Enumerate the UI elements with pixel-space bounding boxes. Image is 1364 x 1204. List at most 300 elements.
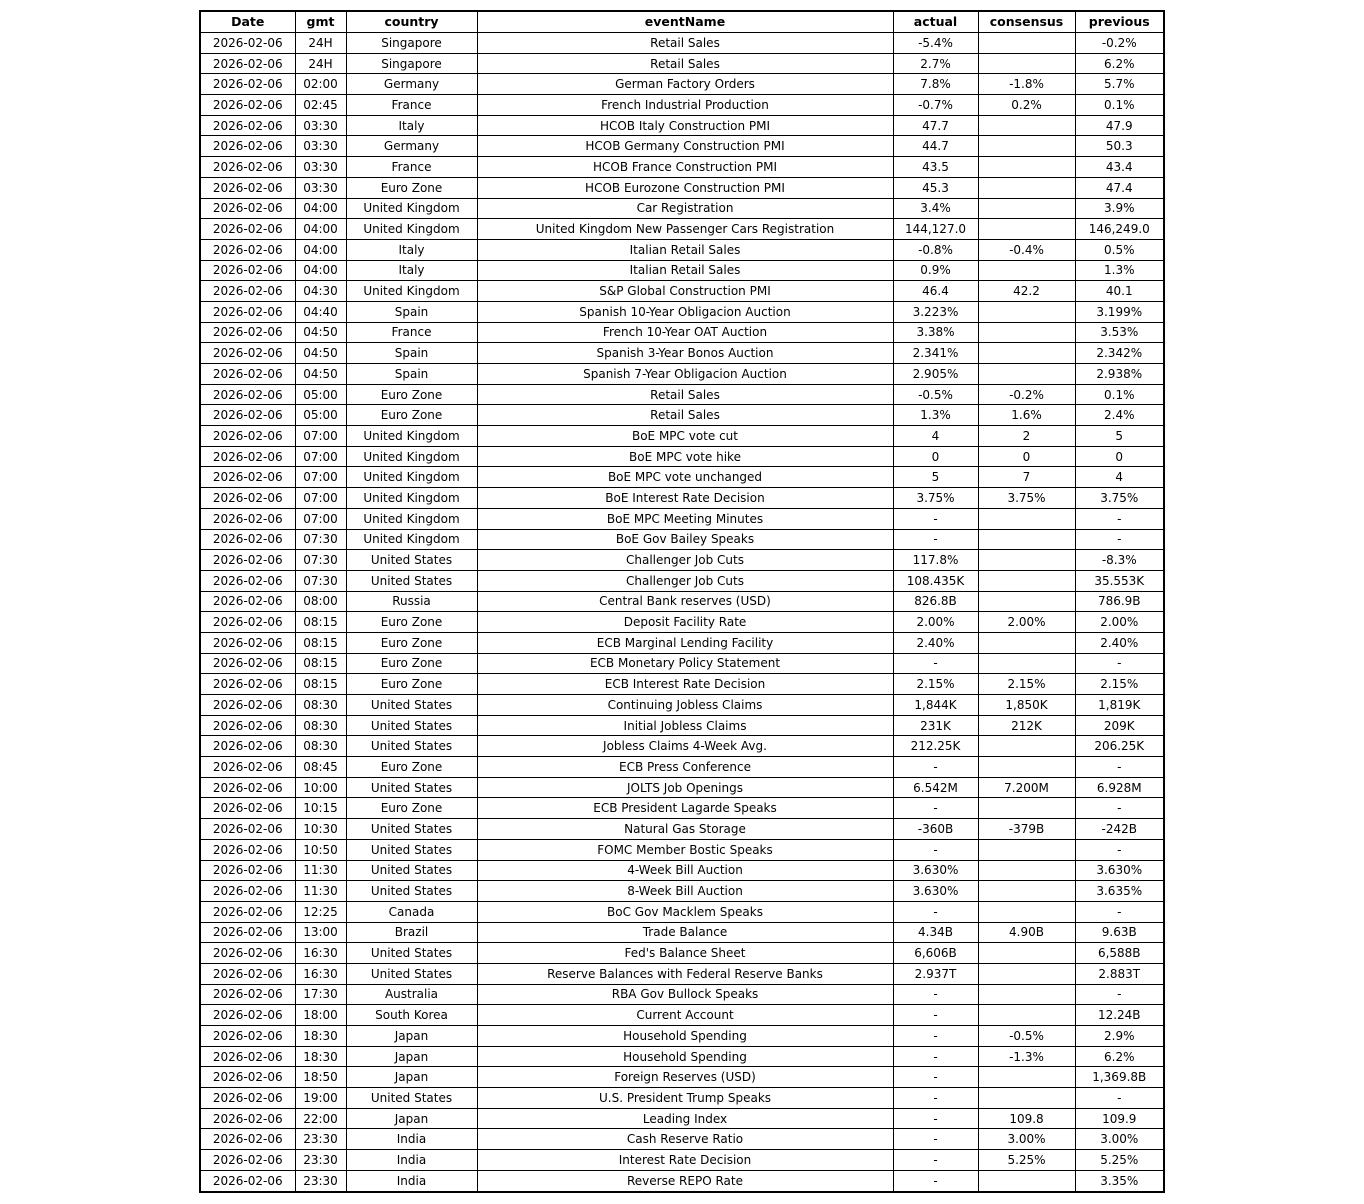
cell-eventname: BoE MPC Meeting Minutes [477, 508, 893, 529]
cell-gmt: 04:00 [295, 219, 346, 240]
cell-consensus: 2.15% [978, 674, 1075, 695]
cell-actual: 2.00% [893, 612, 978, 633]
cell-actual: 0.9% [893, 260, 978, 281]
cell-consensus [978, 963, 1075, 984]
cell-actual: 144,127.0 [893, 219, 978, 240]
cell-country: United States [346, 736, 477, 757]
table-row [200, 1170, 1164, 1191]
table-row [200, 301, 1164, 322]
cell-country: Japan [346, 1046, 477, 1067]
cell-gmt: 07:00 [295, 446, 346, 467]
cell-consensus [978, 632, 1075, 653]
cell-actual: - [893, 839, 978, 860]
table-row [200, 177, 1164, 198]
cell-gmt: 04:50 [295, 343, 346, 364]
cell-actual: 2.7% [893, 53, 978, 74]
cell-date: 2026-02-06 [200, 757, 295, 778]
cell-actual: 3.38% [893, 322, 978, 343]
cell-consensus [978, 508, 1075, 529]
cell-actual: - [893, 508, 978, 529]
cell-previous: - [1075, 901, 1164, 922]
cell-previous: - [1075, 984, 1164, 1005]
table-row [200, 1005, 1164, 1026]
cell-date: 2026-02-06 [200, 901, 295, 922]
table-row [200, 736, 1164, 757]
cell-actual: - [893, 1150, 978, 1171]
cell-actual: 6.542M [893, 777, 978, 798]
cell-eventname: Retail Sales [477, 33, 893, 54]
cell-actual: - [893, 1108, 978, 1129]
table-row [200, 405, 1164, 426]
cell-eventname: S&P Global Construction PMI [477, 281, 893, 302]
cell-date: 2026-02-06 [200, 819, 295, 840]
cell-country: Euro Zone [346, 674, 477, 695]
cell-eventname: BoE MPC vote hike [477, 446, 893, 467]
cell-actual: 2.937T [893, 963, 978, 984]
cell-actual: 3.223% [893, 301, 978, 322]
cell-previous: 3.75% [1075, 488, 1164, 509]
cell-date: 2026-02-06 [200, 1005, 295, 1026]
cell-eventname: BoC Gov Macklem Speaks [477, 901, 893, 922]
cell-previous: 2.342% [1075, 343, 1164, 364]
cell-eventname: German Factory Orders [477, 74, 893, 95]
cell-eventname: Reserve Balances with Federal Reserve Banks [477, 963, 893, 984]
cell-gmt: 04:50 [295, 322, 346, 343]
cell-consensus [978, 53, 1075, 74]
cell-country: Euro Zone [346, 405, 477, 426]
table-row [200, 115, 1164, 136]
cell-date: 2026-02-06 [200, 508, 295, 529]
cell-gmt: 03:30 [295, 177, 346, 198]
cell-previous: 1,819K [1075, 695, 1164, 716]
table-row [200, 529, 1164, 550]
cell-previous: 2.40% [1075, 632, 1164, 653]
cell-country: United States [346, 860, 477, 881]
cell-eventname: Car Registration [477, 198, 893, 219]
cell-previous: 5 [1075, 426, 1164, 447]
cell-gmt: 03:30 [295, 136, 346, 157]
cell-previous: - [1075, 1088, 1164, 1109]
cell-gmt: 19:00 [295, 1088, 346, 1109]
cell-previous: 2.15% [1075, 674, 1164, 695]
cell-previous: 5.25% [1075, 1150, 1164, 1171]
cell-eventname: United Kingdom New Passenger Cars Registration [477, 219, 893, 240]
cell-country: Spain [346, 301, 477, 322]
cell-country: Brazil [346, 922, 477, 943]
cell-consensus: -0.5% [978, 1026, 1075, 1047]
cell-gmt: 10:00 [295, 777, 346, 798]
cell-eventname: Trade Balance [477, 922, 893, 943]
cell-actual: -0.7% [893, 95, 978, 116]
table-row [200, 53, 1164, 74]
cell-date: 2026-02-06 [200, 95, 295, 116]
cell-country: India [346, 1170, 477, 1191]
cell-date: 2026-02-06 [200, 839, 295, 860]
cell-consensus [978, 343, 1075, 364]
cell-previous: 6,588B [1075, 943, 1164, 964]
cell-gmt: 24H [295, 53, 346, 74]
table-row [200, 695, 1164, 716]
cell-previous: 35.553K [1075, 570, 1164, 591]
cell-country: United States [346, 963, 477, 984]
cell-eventname: Foreign Reserves (USD) [477, 1067, 893, 1088]
cell-previous: 0 [1075, 446, 1164, 467]
cell-gmt: 02:00 [295, 74, 346, 95]
table-row [200, 798, 1164, 819]
cell-date: 2026-02-06 [200, 963, 295, 984]
cell-date: 2026-02-06 [200, 570, 295, 591]
cell-country: United Kingdom [346, 281, 477, 302]
cell-actual: - [893, 529, 978, 550]
cell-actual: - [893, 757, 978, 778]
cell-eventname: Jobless Claims 4-Week Avg. [477, 736, 893, 757]
cell-eventname: ECB Monetary Policy Statement [477, 653, 893, 674]
table-row [200, 943, 1164, 964]
cell-date: 2026-02-06 [200, 1170, 295, 1191]
cell-previous: 47.4 [1075, 177, 1164, 198]
cell-eventname: Retail Sales [477, 53, 893, 74]
cell-date: 2026-02-06 [200, 177, 295, 198]
cell-eventname: Central Bank reserves (USD) [477, 591, 893, 612]
cell-previous: 206.25K [1075, 736, 1164, 757]
table-row [200, 95, 1164, 116]
cell-eventname: ECB Interest Rate Decision [477, 674, 893, 695]
cell-country: United States [346, 570, 477, 591]
cell-consensus [978, 301, 1075, 322]
cell-previous: 40.1 [1075, 281, 1164, 302]
cell-country: United Kingdom [346, 219, 477, 240]
cell-eventname: HCOB Italy Construction PMI [477, 115, 893, 136]
cell-country: United States [346, 839, 477, 860]
cell-gmt: 13:00 [295, 922, 346, 943]
column-header-consensus: consensus [978, 11, 1075, 33]
cell-country: Canada [346, 901, 477, 922]
cell-consensus [978, 839, 1075, 860]
cell-date: 2026-02-06 [200, 198, 295, 219]
table-row [200, 777, 1164, 798]
table-row [200, 322, 1164, 343]
cell-consensus [978, 798, 1075, 819]
cell-country: Spain [346, 364, 477, 385]
cell-consensus [978, 364, 1075, 385]
cell-date: 2026-02-06 [200, 1067, 295, 1088]
cell-country: France [346, 322, 477, 343]
cell-date: 2026-02-06 [200, 736, 295, 757]
cell-date: 2026-02-06 [200, 1046, 295, 1067]
cell-country: United States [346, 819, 477, 840]
cell-consensus: 212K [978, 715, 1075, 736]
cell-consensus: 5.25% [978, 1150, 1075, 1171]
cell-date: 2026-02-06 [200, 674, 295, 695]
cell-country: United States [346, 550, 477, 571]
cell-gmt: 04:40 [295, 301, 346, 322]
cell-eventname: 8-Week Bill Auction [477, 881, 893, 902]
table-row [200, 239, 1164, 260]
cell-previous: 0.1% [1075, 95, 1164, 116]
cell-actual: 47.7 [893, 115, 978, 136]
cell-previous: - [1075, 653, 1164, 674]
cell-consensus [978, 736, 1075, 757]
economic-calendar-table [199, 10, 1165, 1193]
cell-previous: - [1075, 757, 1164, 778]
cell-actual: 45.3 [893, 177, 978, 198]
cell-date: 2026-02-06 [200, 239, 295, 260]
cell-country: United States [346, 881, 477, 902]
cell-consensus [978, 322, 1075, 343]
cell-actual: 212.25K [893, 736, 978, 757]
cell-actual: 2.15% [893, 674, 978, 695]
cell-consensus [978, 901, 1075, 922]
table-row [200, 1108, 1164, 1129]
cell-gmt: 18:50 [295, 1067, 346, 1088]
table-row [200, 881, 1164, 902]
cell-eventname: Challenger Job Cuts [477, 550, 893, 571]
cell-date: 2026-02-06 [200, 74, 295, 95]
cell-consensus [978, 570, 1075, 591]
table-row [200, 653, 1164, 674]
cell-date: 2026-02-06 [200, 881, 295, 902]
table-row [200, 281, 1164, 302]
table-row [200, 260, 1164, 281]
cell-eventname: French Industrial Production [477, 95, 893, 116]
cell-previous: 4 [1075, 467, 1164, 488]
table-row [200, 1046, 1164, 1067]
cell-actual: - [893, 1129, 978, 1150]
cell-country: Japan [346, 1108, 477, 1129]
cell-date: 2026-02-06 [200, 115, 295, 136]
cell-date: 2026-02-06 [200, 653, 295, 674]
cell-eventname: Cash Reserve Ratio [477, 1129, 893, 1150]
cell-previous: - [1075, 839, 1164, 860]
cell-gmt: 23:30 [295, 1150, 346, 1171]
cell-eventname: Household Spending [477, 1026, 893, 1047]
cell-country: United States [346, 695, 477, 716]
table-row [200, 1067, 1164, 1088]
cell-previous: 6.928M [1075, 777, 1164, 798]
cell-date: 2026-02-06 [200, 777, 295, 798]
cell-actual: -0.5% [893, 384, 978, 405]
cell-country: United Kingdom [346, 488, 477, 509]
cell-gmt: 10:30 [295, 819, 346, 840]
table-row [200, 426, 1164, 447]
cell-date: 2026-02-06 [200, 1088, 295, 1109]
cell-gmt: 10:50 [295, 839, 346, 860]
cell-date: 2026-02-06 [200, 591, 295, 612]
column-header-gmt: gmt [295, 11, 346, 33]
cell-previous: 3.630% [1075, 860, 1164, 881]
cell-country: Euro Zone [346, 177, 477, 198]
table-row [200, 384, 1164, 405]
cell-eventname: Spanish 3-Year Bonos Auction [477, 343, 893, 364]
cell-eventname: U.S. President Trump Speaks [477, 1088, 893, 1109]
cell-gmt: 07:30 [295, 570, 346, 591]
cell-country: France [346, 157, 477, 178]
cell-actual: - [893, 1046, 978, 1067]
cell-country: Italy [346, 239, 477, 260]
cell-date: 2026-02-06 [200, 1129, 295, 1150]
column-header-actual: actual [893, 11, 978, 33]
cell-consensus [978, 177, 1075, 198]
cell-country: Spain [346, 343, 477, 364]
cell-actual: 231K [893, 715, 978, 736]
cell-previous: 3.00% [1075, 1129, 1164, 1150]
cell-consensus [978, 653, 1075, 674]
cell-consensus: 42.2 [978, 281, 1075, 302]
table-row [200, 343, 1164, 364]
cell-actual: - [893, 653, 978, 674]
cell-gmt: 11:30 [295, 881, 346, 902]
table-row [200, 488, 1164, 509]
cell-eventname: Challenger Job Cuts [477, 570, 893, 591]
cell-previous: -242B [1075, 819, 1164, 840]
cell-consensus [978, 881, 1075, 902]
cell-gmt: 04:30 [295, 281, 346, 302]
cell-date: 2026-02-06 [200, 281, 295, 302]
cell-date: 2026-02-06 [200, 446, 295, 467]
cell-gmt: 07:30 [295, 529, 346, 550]
cell-gmt: 05:00 [295, 384, 346, 405]
cell-consensus: 0.2% [978, 95, 1075, 116]
cell-actual: 6,606B [893, 943, 978, 964]
cell-consensus: -0.2% [978, 384, 1075, 405]
table-row [200, 757, 1164, 778]
cell-gmt: 04:00 [295, 239, 346, 260]
cell-actual: 2.905% [893, 364, 978, 385]
cell-country: United Kingdom [346, 467, 477, 488]
cell-country: Euro Zone [346, 632, 477, 653]
cell-previous: 3.9% [1075, 198, 1164, 219]
cell-date: 2026-02-06 [200, 1150, 295, 1171]
cell-gmt: 07:30 [295, 550, 346, 571]
cell-gmt: 07:00 [295, 467, 346, 488]
cell-gmt: 08:30 [295, 715, 346, 736]
table-row [200, 963, 1164, 984]
cell-country: Australia [346, 984, 477, 1005]
cell-previous: - [1075, 798, 1164, 819]
cell-country: Germany [346, 74, 477, 95]
cell-previous: 50.3 [1075, 136, 1164, 157]
table-row [200, 901, 1164, 922]
cell-gmt: 08:15 [295, 653, 346, 674]
cell-actual: - [893, 798, 978, 819]
cell-actual: 5 [893, 467, 978, 488]
cell-previous: 109.9 [1075, 1108, 1164, 1129]
cell-country: South Korea [346, 1005, 477, 1026]
cell-actual: 2.341% [893, 343, 978, 364]
cell-gmt: 12:25 [295, 901, 346, 922]
cell-consensus: 3.00% [978, 1129, 1075, 1150]
cell-gmt: 22:00 [295, 1108, 346, 1129]
cell-previous: 786.9B [1075, 591, 1164, 612]
cell-country: United Kingdom [346, 529, 477, 550]
cell-gmt: 08:15 [295, 674, 346, 695]
cell-eventname: BoE MPC vote unchanged [477, 467, 893, 488]
table-row [200, 922, 1164, 943]
event-table-body [200, 33, 1164, 1192]
cell-country: Germany [346, 136, 477, 157]
cell-country: United States [346, 1088, 477, 1109]
cell-previous: 6.2% [1075, 53, 1164, 74]
cell-previous: -8.3% [1075, 550, 1164, 571]
cell-date: 2026-02-06 [200, 943, 295, 964]
cell-actual: - [893, 1026, 978, 1047]
table-header [200, 11, 1164, 33]
cell-eventname: ECB President Lagarde Speaks [477, 798, 893, 819]
cell-previous: 209K [1075, 715, 1164, 736]
cell-gmt: 08:30 [295, 736, 346, 757]
table-row [200, 508, 1164, 529]
table-row [200, 984, 1164, 1005]
table-row [200, 136, 1164, 157]
cell-gmt: 23:30 [295, 1129, 346, 1150]
cell-eventname: Italian Retail Sales [477, 239, 893, 260]
cell-actual: 1,844K [893, 695, 978, 716]
cell-eventname: ECB Press Conference [477, 757, 893, 778]
cell-eventname: ECB Marginal Lending Facility [477, 632, 893, 653]
cell-date: 2026-02-06 [200, 157, 295, 178]
cell-previous: -0.2% [1075, 33, 1164, 54]
cell-actual: - [893, 901, 978, 922]
cell-previous: 47.9 [1075, 115, 1164, 136]
cell-gmt: 17:30 [295, 984, 346, 1005]
cell-country: Russia [346, 591, 477, 612]
cell-actual: 46.4 [893, 281, 978, 302]
cell-consensus [978, 529, 1075, 550]
cell-country: Italy [346, 260, 477, 281]
cell-country: Japan [346, 1026, 477, 1047]
cell-previous: 2.938% [1075, 364, 1164, 385]
cell-date: 2026-02-06 [200, 467, 295, 488]
cell-actual: 2.40% [893, 632, 978, 653]
cell-consensus [978, 757, 1075, 778]
cell-date: 2026-02-06 [200, 529, 295, 550]
table-row [200, 819, 1164, 840]
column-header-eventname: eventName [477, 11, 893, 33]
cell-country: Euro Zone [346, 653, 477, 674]
cell-consensus: -379B [978, 819, 1075, 840]
table-row [200, 157, 1164, 178]
cell-eventname: Fed's Balance Sheet [477, 943, 893, 964]
cell-eventname: BoE MPC vote cut [477, 426, 893, 447]
cell-gmt: 05:00 [295, 405, 346, 426]
cell-gmt: 07:00 [295, 508, 346, 529]
cell-gmt: 04:00 [295, 260, 346, 281]
cell-actual: 3.4% [893, 198, 978, 219]
cell-eventname: HCOB Eurozone Construction PMI [477, 177, 893, 198]
cell-actual: - [893, 984, 978, 1005]
cell-consensus [978, 1088, 1075, 1109]
table-row [200, 674, 1164, 695]
cell-country: Singapore [346, 53, 477, 74]
cell-eventname: FOMC Member Bostic Speaks [477, 839, 893, 860]
table-row [200, 364, 1164, 385]
cell-previous: 3.199% [1075, 301, 1164, 322]
cell-date: 2026-02-06 [200, 384, 295, 405]
cell-previous: 9.63B [1075, 922, 1164, 943]
cell-consensus [978, 591, 1075, 612]
cell-date: 2026-02-06 [200, 343, 295, 364]
cell-eventname: Spanish 10-Year Obligacion Auction [477, 301, 893, 322]
table-row [200, 467, 1164, 488]
cell-consensus [978, 1170, 1075, 1191]
cell-gmt: 08:00 [295, 591, 346, 612]
cell-previous: 1.3% [1075, 260, 1164, 281]
cell-gmt: 10:15 [295, 798, 346, 819]
cell-country: United Kingdom [346, 426, 477, 447]
cell-eventname: Reverse REPO Rate [477, 1170, 893, 1191]
cell-date: 2026-02-06 [200, 364, 295, 385]
cell-country: India [346, 1129, 477, 1150]
